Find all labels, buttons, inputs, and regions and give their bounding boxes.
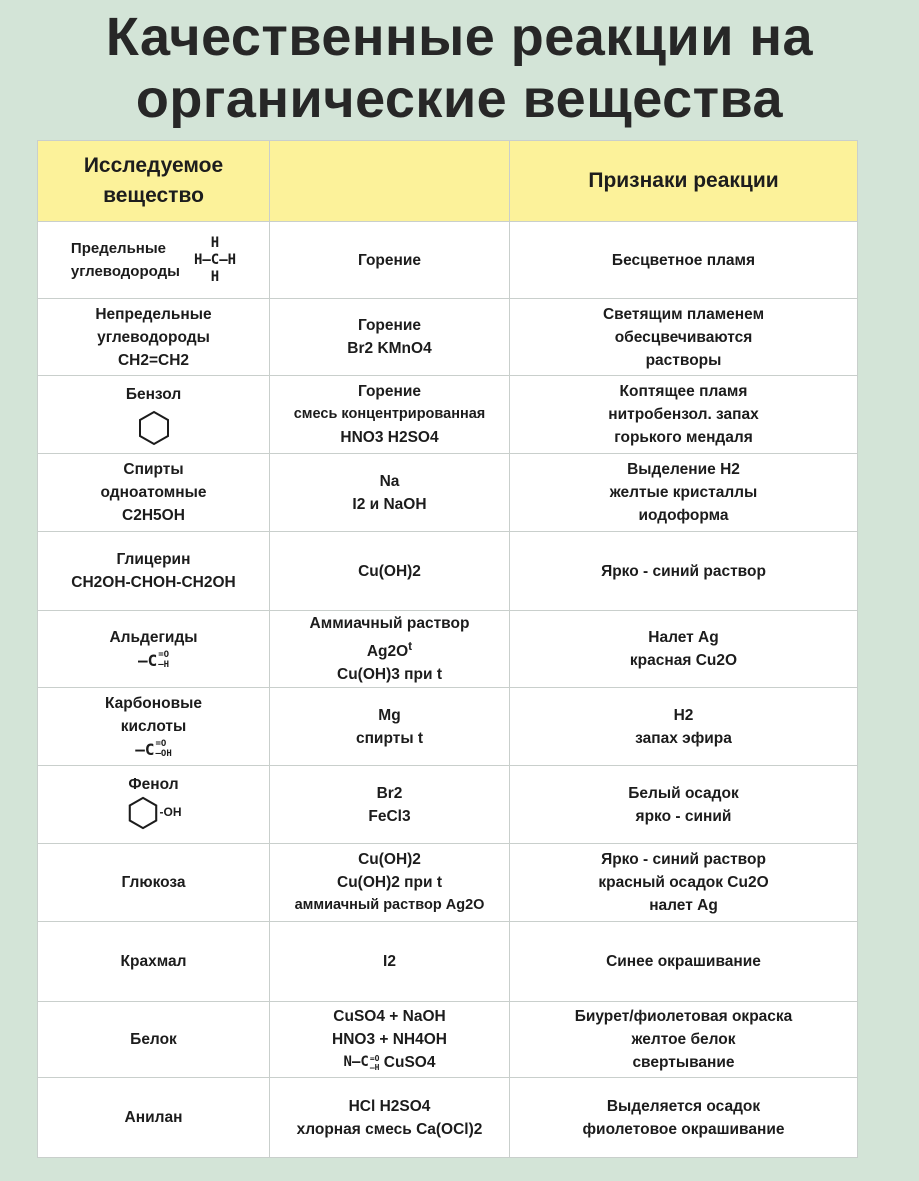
hydroxyl-label: -OH <box>159 805 182 819</box>
reagent-line: смесь концентрированная <box>293 406 486 422</box>
reagent-cell <box>270 922 510 1002</box>
reagent-cell <box>270 532 510 611</box>
substance-line: C2H5OH <box>122 507 185 524</box>
reagent-line: спирты t <box>355 729 424 747</box>
methane-structure-icon: H H–C–H H <box>193 234 237 285</box>
reactions-table <box>37 140 858 1158</box>
substance-line: углеводороды <box>97 328 210 346</box>
reagent-line: хлорная смесь Ca(OCl)2 <box>296 1120 483 1138</box>
carboxyl-group-icon: –C =O –OH <box>135 739 172 759</box>
substance-cell <box>38 688 270 766</box>
signs-cell <box>510 922 858 1002</box>
reagent-line: Горение <box>357 383 422 400</box>
sign-line: Светящим пламенем <box>602 305 765 323</box>
reagent-line: I2 <box>383 953 396 970</box>
substance-cell <box>38 844 270 922</box>
table-row <box>38 376 858 454</box>
table-row <box>38 222 858 299</box>
table-row <box>38 766 858 844</box>
substance-cell <box>38 376 270 454</box>
sign-line: обесцвечиваются <box>614 328 753 346</box>
aldehyde-group-icon: –C =O –H <box>137 650 170 670</box>
sign-line: иодоформа <box>638 507 729 524</box>
reagent-line: Mg <box>378 706 401 724</box>
table-header-row <box>38 141 858 222</box>
table-row <box>38 844 858 922</box>
substance-line: Глицерин <box>116 551 191 568</box>
substance-line: Карбоновые <box>105 694 202 712</box>
header-signs: Признаки реакции <box>510 141 858 222</box>
reagent-cell <box>270 1002 510 1078</box>
reagent-line: Cu(OH)2 <box>358 851 421 868</box>
reagent-line: Cu(OH)2 при t <box>337 874 442 891</box>
reagent-cell <box>270 766 510 844</box>
sign-line: Ярко - синий раствор <box>601 562 766 580</box>
substance-line: углеводороды <box>70 263 180 280</box>
reagent-line: HNO3 H2SO4 <box>340 429 439 446</box>
table-row <box>38 299 858 376</box>
sign-line: Белый осадок <box>628 784 739 802</box>
substance-cell <box>38 766 270 844</box>
substance-line: Бензол <box>125 386 182 403</box>
reagent-line: Br2 KMnO4 <box>347 340 432 357</box>
signs-cell <box>510 1002 858 1078</box>
reagent-line: аммиачный раствор Ag2O <box>294 897 485 913</box>
page-title <box>0 6 919 130</box>
reagent-cell <box>270 222 510 299</box>
sign-line: Коптящее пламя <box>619 383 748 400</box>
sign-line: горького мендаля <box>614 429 753 446</box>
reagent-line: FeCl3 <box>368 807 411 825</box>
signs-cell <box>510 844 858 922</box>
table-row <box>38 1078 858 1158</box>
sign-line: Налет Ag <box>648 629 719 646</box>
reagent-cell <box>270 611 510 688</box>
sign-line: нитробензол. запах <box>608 406 759 423</box>
sign-line: Биурет/фиолетовая окраска <box>574 1008 793 1025</box>
reagent-cell <box>270 1078 510 1158</box>
reagent-cell <box>270 688 510 766</box>
signs-cell <box>510 222 858 299</box>
signs-cell <box>510 688 858 766</box>
sign-line: Синее окрашивание <box>606 953 761 970</box>
reagent-line: Горение <box>357 251 422 269</box>
signs-cell <box>510 454 858 532</box>
substance-line: CH2=CH2 <box>117 351 190 369</box>
substance-line: Глюкоза <box>121 874 186 891</box>
sign-line: Бесцветное пламя <box>611 251 756 269</box>
reagent-line: N–C =O –H CuSO4 <box>272 1051 507 1074</box>
table-row <box>38 611 858 688</box>
peptide-group-icon: N–C =O –H <box>343 1053 380 1072</box>
sign-line: желтые кристаллы <box>609 484 758 501</box>
reagent-cell <box>270 844 510 922</box>
reagent-line: Горение <box>357 317 422 334</box>
header-substance: Исследуемое вещество <box>38 141 270 222</box>
sign-line: красная Cu2O <box>629 652 738 669</box>
page-title-line-2: органические вещества <box>135 69 784 129</box>
header-reagent <box>270 141 510 222</box>
table-row <box>38 922 858 1002</box>
sign-line: красный осадок Cu2O <box>598 874 769 891</box>
sign-line: растворы <box>645 351 722 369</box>
substance-line: Белок <box>130 1031 177 1048</box>
substance-line: Альдегиды <box>109 628 198 646</box>
sign-line: фиолетовое окрашивание <box>582 1120 785 1138</box>
substance-line: Непредельные <box>95 305 212 323</box>
signs-cell <box>510 299 858 376</box>
substance-cell <box>38 454 270 532</box>
reagent-line: Cu(OH)3 при t <box>337 666 442 684</box>
signs-cell <box>510 611 858 688</box>
reagent-cell <box>270 376 510 454</box>
substance-cell <box>38 1002 270 1078</box>
table-row <box>38 454 858 532</box>
sign-line: Выделяется осадок <box>606 1097 761 1115</box>
reagent-line: Cu(OH)2 <box>358 562 421 580</box>
sign-line: Выделение H2 <box>627 461 740 478</box>
table-row <box>38 532 858 611</box>
reagent-line: HNO3 + NH4OH <box>332 1030 447 1048</box>
benzene-ring-icon <box>126 796 160 830</box>
table-row <box>38 688 858 766</box>
sign-line: желтое белок <box>631 1031 736 1048</box>
reagent-cell <box>270 454 510 532</box>
table-row <box>38 1002 858 1078</box>
page-title-line-1: Качественные реакции на <box>105 7 814 67</box>
substance-line: Предельные <box>70 240 167 257</box>
reagent-line: Na <box>379 472 400 490</box>
substance-line: Анилан <box>124 1109 183 1126</box>
substance-line: Фенол <box>128 775 179 793</box>
signs-cell <box>510 766 858 844</box>
substance-line: кислоты <box>120 717 187 735</box>
signs-cell <box>510 376 858 454</box>
phenol-structure <box>126 796 182 830</box>
temperature-mark: t <box>408 638 413 653</box>
sign-line: ярко - синий <box>635 807 732 825</box>
sign-line: налет Ag <box>649 897 718 914</box>
substance-line: одноатомные <box>100 484 207 501</box>
substance-line: Крахмал <box>120 953 187 970</box>
reagent-line: HCl H2SO4 <box>348 1097 431 1115</box>
substance-cell <box>38 532 270 611</box>
reagent-line: I2 и NaOH <box>352 495 427 513</box>
substance-line: CH2OH-CHOH-CH2OH <box>71 574 236 591</box>
substance-cell <box>38 611 270 688</box>
sign-line: Ярко - синий раствор <box>601 851 766 868</box>
signs-cell <box>510 532 858 611</box>
reagent-line: Br2 <box>376 784 403 802</box>
benzene-ring-icon <box>136 410 172 446</box>
substance-cell <box>38 922 270 1002</box>
reagent-line: CuSO4 + NaOH <box>333 1007 446 1025</box>
reagent-line: $Ag2O^t$ <box>366 638 413 661</box>
signs-cell <box>510 1078 858 1158</box>
sign-line: H2 <box>673 706 694 724</box>
reagent-line: Аммиачный раствор <box>309 614 470 632</box>
substance-cell <box>38 1078 270 1158</box>
sign-line: свертывание <box>632 1054 735 1071</box>
substance-line: Спирты <box>123 461 184 478</box>
substance-cell <box>38 299 270 376</box>
substance-cell <box>38 222 270 299</box>
sign-line: запах эфира <box>635 729 732 747</box>
reagent-cell <box>270 299 510 376</box>
